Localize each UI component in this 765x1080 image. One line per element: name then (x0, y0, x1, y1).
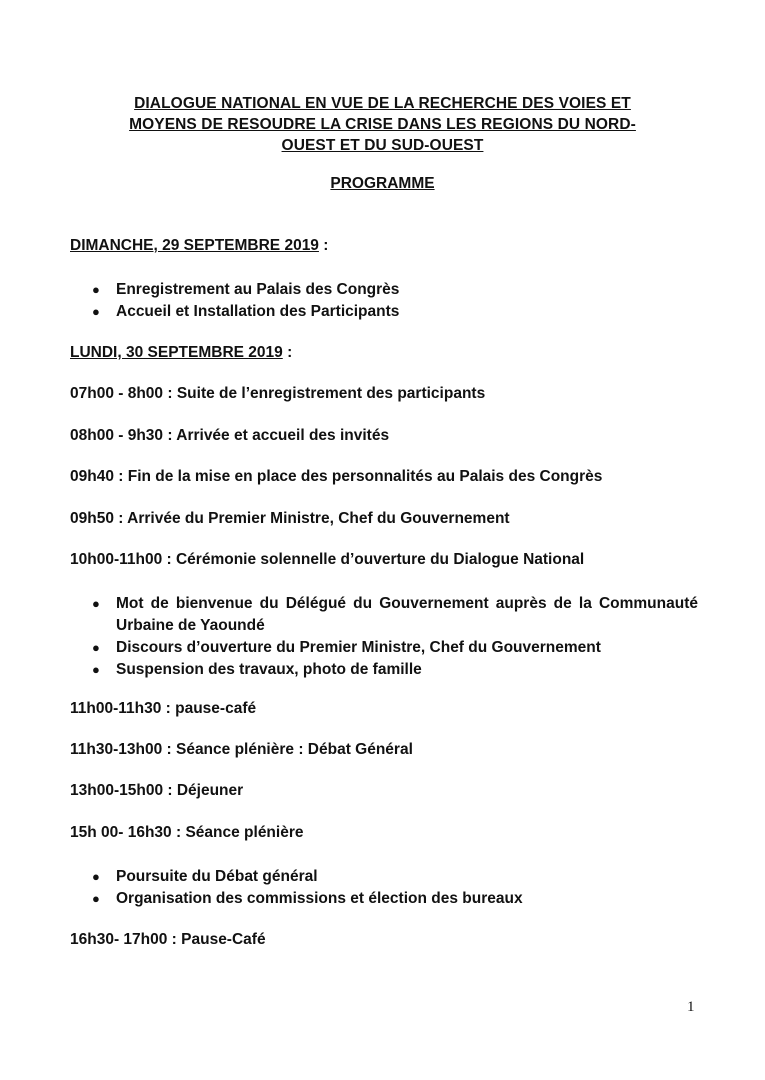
list-item: ● Discours d’ouverture du Premier Ministre, Chef du Gouvernement (90, 637, 698, 659)
list-item: ● Organisation des commissions et élection des bureaux (90, 888, 698, 910)
bullet-icon: ● (92, 282, 100, 297)
day-heading-monday (70, 344, 292, 362)
title-line: OUEST ET DU SUD-OUEST (281, 137, 484, 154)
day-heading-sunday (70, 237, 328, 255)
plenary-bullet-list (90, 866, 698, 910)
schedule-entry: 13h00-15h00 : Déjeuner (70, 782, 244, 799)
day-suffix: : (282, 344, 293, 361)
bullet-icon: ● (92, 304, 100, 319)
list-item: ● Poursuite du Débat général (90, 866, 698, 888)
ceremony-bullet-list (90, 593, 698, 681)
schedule-entry: 07h00 - 8h00 : Suite de l’enregistrement des participants (70, 385, 486, 402)
bullet-icon: ● (92, 640, 100, 655)
day-suffix: : (318, 237, 329, 254)
page-number: 1 (687, 999, 695, 1015)
day-label: DIMANCHE, 29 SEPTEMBRE 2019 (70, 237, 319, 254)
bullet-icon: ● (92, 662, 100, 677)
list-item: ● Mot de bienvenue du Délégué du Gouvernement auprès de la Communauté Urbaine de Yaoundé (92, 595, 698, 634)
list-item: ● Accueil et Installation des Participants (90, 301, 698, 323)
schedule-entry: 15h 00- 16h30 : Séance plénière (70, 824, 304, 841)
sunday-bullet-list (90, 279, 698, 323)
programme-heading: PROGRAMME (330, 175, 435, 192)
list-item: ● Enregistrement au Palais des Congrès (90, 279, 698, 301)
title-line: MOYENS DE RESOUDRE LA CRISE DANS LES REGIONS DU NORD- (129, 116, 636, 133)
schedule-entry: 11h00-11h30 : pause-café (70, 700, 257, 717)
bullet-icon: ● (92, 891, 100, 906)
document-title (70, 93, 695, 156)
schedule-entry: 08h00 - 9h30 : Arrivée et accueil des invités (70, 427, 390, 444)
schedule-entry: 16h30- 17h00 : Pause-Café (70, 931, 266, 948)
bullet-icon: ● (92, 869, 100, 884)
schedule-entry: 09h40 : Fin de la mise en place des personnalités au Palais des Congrès (70, 468, 603, 485)
day-label: LUNDI, 30 SEPTEMBRE 2019 (70, 344, 283, 361)
schedule-entry: 10h00-11h00 : Cérémonie solennelle d’ouverture du Dialogue National (70, 551, 585, 568)
list-item: ● Suspension des travaux, photo de famille (90, 659, 698, 681)
schedule-entry: 09h50 : Arrivée du Premier Ministre, Chef du Gouvernement (70, 510, 510, 527)
title-line: DIALOGUE NATIONAL EN VUE DE LA RECHERCHE DES VOIES ET (134, 95, 631, 112)
schedule-entry: 11h30-13h00 : Séance plénière : Débat Général (70, 741, 413, 758)
bullet-icon: ● (92, 596, 100, 611)
